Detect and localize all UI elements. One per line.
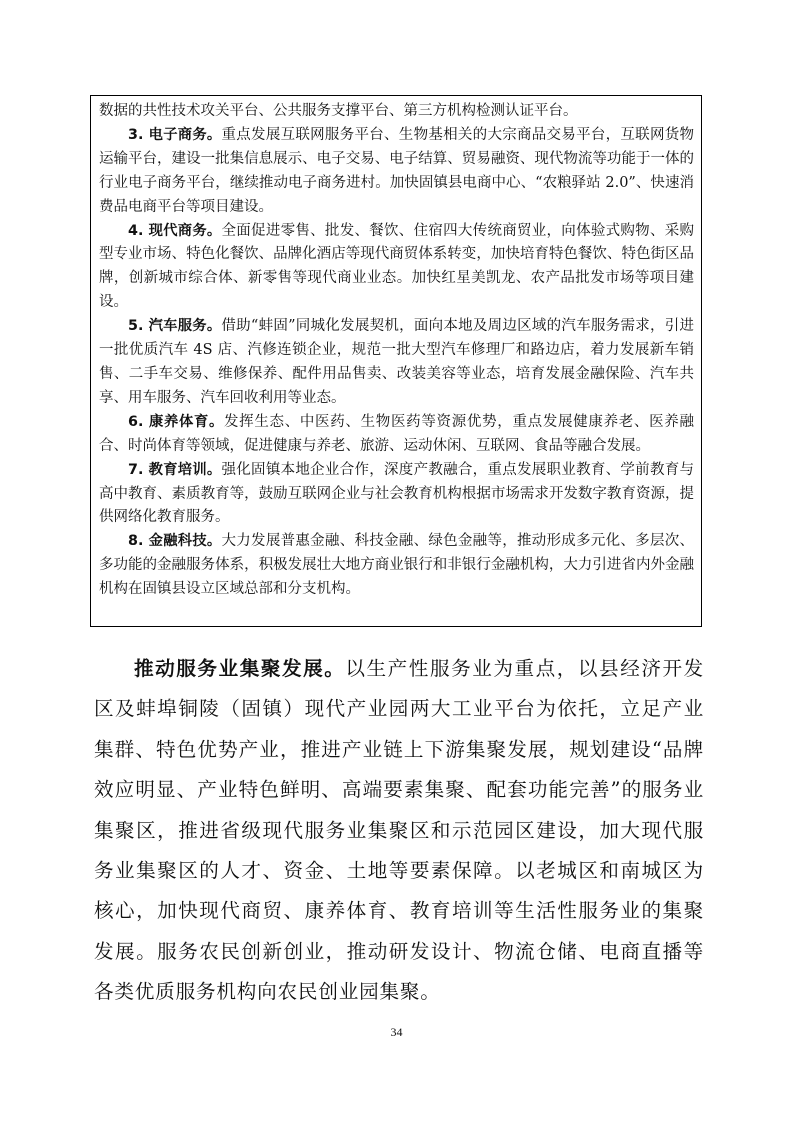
list-item bbox=[99, 220, 694, 316]
item-title: 6. 康养体育。 bbox=[128, 413, 224, 430]
item-text: 大力发展普惠金融、科技金融、绿色金融等，推动形成多元化、多层次、多功能的金融服务体系，积极发展壮大地方商业银行和非银行金融机构，大力引进省内外金融机构在固镇县设立区域总部和分支机构。 bbox=[99, 533, 695, 598]
item-title: 3. 电子商务。 bbox=[128, 126, 222, 143]
item-text: 借助“蚌固”同城化发展契机，面向本地及周边区域的汽车服务需求，引进一批优质汽车 4S 店、汽修连锁企业，规范一批大型汽车修理厂和路边店，着力发展新车销售、二手车交易、维修保养、配件用品售卖、改装美容等业态，培育发展金融保险、汽车共享、用车服务、汽车回收利用等业态。 bbox=[99, 318, 695, 406]
list-item bbox=[99, 459, 694, 531]
page-number: 34 bbox=[390, 1025, 403, 1039]
main-paragraph bbox=[94, 649, 704, 1013]
list-item bbox=[99, 124, 694, 220]
list-item bbox=[99, 530, 694, 602]
item-title: 5. 汽车服务。 bbox=[128, 318, 222, 335]
item-text: 发挥生态、中医药、生物医药等资源优势，重点发展健康养老、医养融合、时尚体育等领域，促进健康与养老、旅游、运动休闲、互联网、食品等融合发展。 bbox=[99, 413, 694, 454]
box-intro: 数据的共性技术攻关平台、公共服务支撑平台、第三方机构检测认证平台。 bbox=[99, 103, 578, 119]
list-item bbox=[99, 411, 694, 459]
item-text: 重点发展互联网服务平台、生物基相关的大宗商品交易平台，互联网货物运输平台，建设一批集信息展示、电子交易、电子结算、贸易融资、现代物流等功能于一体的行业电子商务平台，继续推动电子商务进村。加快固镇县电商中心、“农粮驿站 2.0”、快速消费品电商平台等项目建设。 bbox=[99, 126, 695, 215]
text-box bbox=[90, 95, 702, 627]
item-text: 全面促进零售、批发、餐饮、住宿四大传统商贸业，向体验式购物、采购型专业市场、特色化餐饮、品牌化酒店等现代商贸体系转变，加快培育特色餐饮、特色街区品牌，创新城市综合体、新零售等现代商业业态。加快红星美凯龙、农产品批发市场等项目建设。 bbox=[99, 222, 695, 311]
item-text: 强化固镇本地企业合作，深度产教融合，重点发展职业教育、学前教育与高中教育、素质教育等，鼓励互联网企业与社会教育机构根据市场需求开发数字教育资源，提供网络化教育服务。 bbox=[99, 461, 695, 526]
main-heading: 推动服务业集聚发展。 bbox=[134, 657, 346, 680]
item-title: 8. 金融科技。 bbox=[128, 533, 222, 550]
list-item bbox=[99, 315, 694, 411]
item-title: 4. 现代商务。 bbox=[128, 222, 222, 239]
main-text: 以生产性服务业为重点，以县经济开发区及蚌埠铜陵（固镇）现代产业园两大工业平台为依托，立足产业集群、特色优势产业，推进产业链上下游集聚发展，规划建设“品牌效应明显、产业特色鲜明、高端要素集聚、配套功能完善”的服务业集聚区，推进省级现代服务业集聚区和示范园区建设，加大现代服务业集聚区的人才、资金、土地等要素保障。以老城区和南城区为核心，加快现代商贸、康养体育、教育培训等生活性服务业的集聚发展。服务农民创新创业，推动研发设计、物流仓储、电商直播等各类优质服务机构向农民创业园集聚。 bbox=[94, 657, 704, 1004]
item-title: 7. 教育培训。 bbox=[128, 461, 222, 478]
